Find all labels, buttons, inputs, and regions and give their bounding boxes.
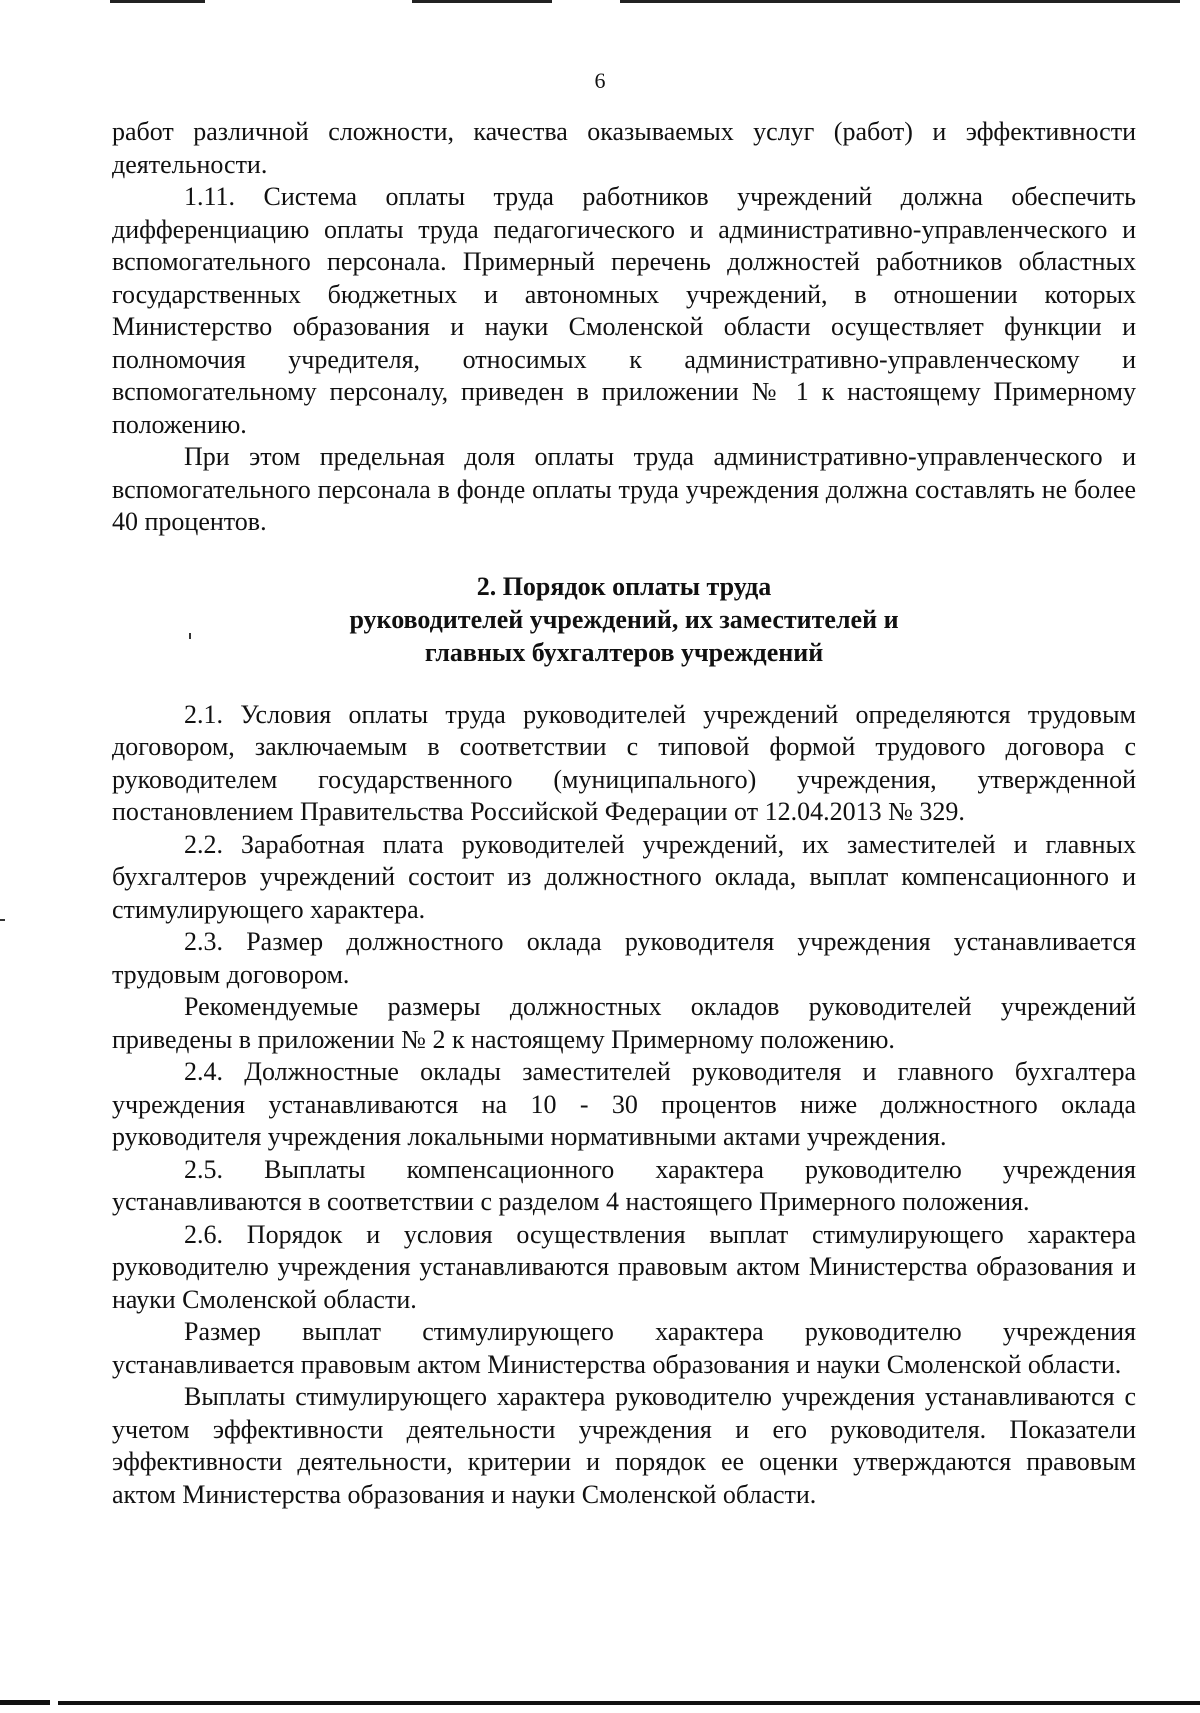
paragraph: 2.5. Выплаты компенсационного характера руководителю учреждения устанавливаются в соответствии с разделом 4 настоящего Примерного положения. [112,1154,1136,1216]
paragraph: Рекомендуемые размеры должностных окладов руководителей учреждений приведены в приложении № 2 к настоящему Примерному положению. [112,992,1136,1054]
paragraph: При этом предельная доля оплаты труда административно-управленческого и вспомогательного персонала в фонде оплаты труда учреждения должна составлять не более 40 процентов. [112,442,1136,536]
paragraph: 2.4. Должностные оклады заместителей руководителя и главного бухгалтера учреждения устанавливаются на 10 - 30 процентов ниже должностного оклада руководителя учреждения локальными нормативными актами учреждения. [112,1057,1136,1151]
paragraph: Выплаты стимулирующего характера руководителю учреждения устанавливаются с учетом эффективности деятельности учреждения и его руководителя. Показатели эффективности деятельности, критерии и порядок ее оценки утверждаются правовым актом Министерства образования и науки Смоленской области. [112,1382,1136,1509]
paragraph: 2.1. Условия оплаты труда руководителей учреждений определяются трудовым договором, заключаемым в соответствии с типовой формой трудового договора с руководителем государственного (муниципального) учреждения, утвержденной постановлением Правительства Российской Федерации от 12.04.2013 № 329. [112,699,1136,826]
paragraphs-before-heading [112,116,1136,539]
section-heading-line-2: руководителей учреждений, их заместителей и [349,604,899,634]
scan-speck-left-margin [0,919,5,921]
paragraph: 1.11. Система оплаты труда работников учреждений должна обеспечить дифференциацию оплаты труда педагогического и административно-управленческого и вспомогательного персонала. Примерный перечень должностей работников областных государственных бюджетных и автономных учреждений, в отношении которых Министерство образования и науки Смоленской области осуществляет функции и полномочия учредителя, относимых к административно-управленческому и вспомогательному персоналу, приведен в приложении № 1 к настоящему Примерному положению. [112,182,1136,439]
paragraph: 2.3. Размер должностного оклада руководителя учреждения устанавливается трудовым договором. [112,927,1136,989]
page-number: 6 [594,68,606,93]
paragraphs-after-heading [112,699,1136,1512]
section-heading-line-3: главных бухгалтеров учреждений [424,637,824,667]
scan-edge-top-left [110,0,205,3]
paragraph: 2.6. Порядок и условия осуществления выплат стимулирующего характера руководителю учреждения устанавливаются правовым актом Министерства образования и науки Смоленской области. [112,1219,1136,1314]
section-heading-line-1: 2. Порядок оплаты труда [476,571,772,601]
paragraph: Размер выплат стимулирующего характера руководителю учреждения устанавливается правовым актом Министерства образования и науки Смоленской области. [112,1317,1136,1379]
paragraph: 2.2. Заработная плата руководителей учреждений, их заместителей и главных бухгалтеров учреждений состоит из должностного оклада, выплат компенсационного и стимулирующего характера. [112,829,1136,924]
scan-edge-top-right [620,0,1180,3]
document-body [112,116,1136,1511]
section-heading [112,570,1136,669]
paragraph: работ различной сложности, качества оказываемых услуг (работ) и эффективности деятельности. [112,117,1136,179]
scan-edge-bottom-right [58,1701,1200,1705]
scan-edge-bottom-left [0,1700,50,1705]
scan-edge-top-middle [412,0,552,3]
